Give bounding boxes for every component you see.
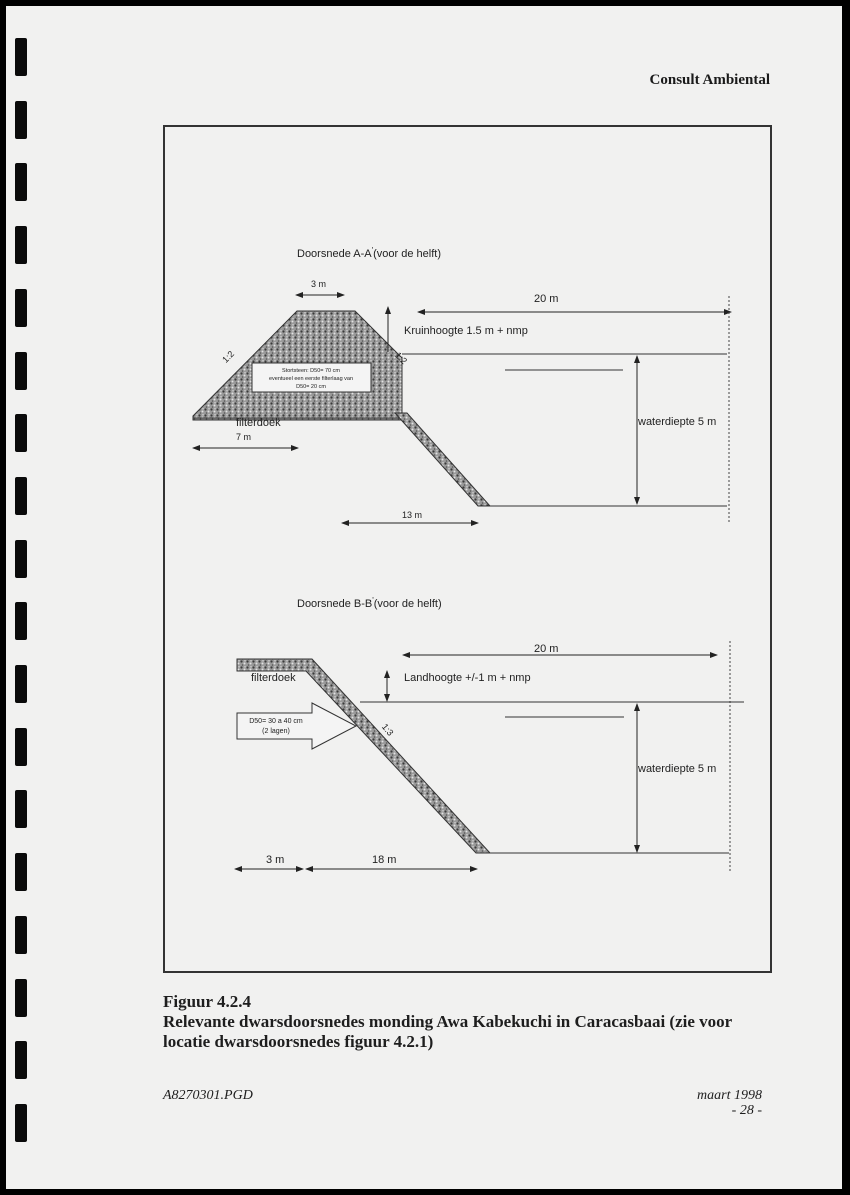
- section-a: [193, 246, 731, 523]
- extent-label-a: 20 m: [534, 293, 559, 305]
- caption-line-2: locatie dwarsdoorsnedes figuur 4.2.1): [163, 1032, 434, 1051]
- caption-line-1: Relevante dwarsdoorsnedes monding Awa Kabekuchi in Caracasbaai (zie voor: [163, 1012, 733, 1031]
- base-left-label-b: 3 m: [266, 854, 285, 866]
- svg-text:Stortsteen: D50= 70 cm: Stortsteen: D50= 70 cm: [282, 368, 340, 374]
- svg-text:D50= 20 cm: D50= 20 cm: [296, 384, 326, 390]
- water-depth-label-a: waterdiepte 5 m: [638, 416, 717, 428]
- footer-doc-code: A8270301.PGD: [163, 1088, 253, 1103]
- land-height-label: Landhoogte +/-1 m + nmp: [404, 672, 531, 684]
- toe-width-label: 13 m: [402, 510, 423, 520]
- svg-text:(2 lagen): (2 lagen): [262, 728, 290, 735]
- rock-arrow: [237, 703, 356, 749]
- water-depth-label-b: waterdiepte 5 m: [638, 763, 717, 775]
- slope-left-label: 1:2: [220, 348, 237, 365]
- header-brand: Consult Ambiental: [649, 72, 770, 88]
- slope-revetment-b: [237, 659, 490, 853]
- footer-date: maart 1998: [697, 1088, 762, 1103]
- base-left-label-a: 7 m: [236, 432, 252, 442]
- filterdoek-label-b: filterdoek: [251, 672, 296, 684]
- footer-date-page: [697, 1088, 762, 1118]
- figure-caption: [163, 992, 783, 1052]
- svg-text:D50= 30 a 40 cm: D50= 30 a 40 cm: [249, 718, 303, 725]
- footer-page-number: - 28 -: [731, 1103, 762, 1118]
- section-b-title: Doorsnede B-B'(voor de helft): [297, 596, 442, 610]
- section-a-title: Doorsnede A-A'(voor de helft): [297, 246, 442, 260]
- base-right-label-b: 18 m: [372, 854, 397, 866]
- crest-height-label: Kruinhoogte 1.5 m + nmp: [404, 325, 528, 337]
- slope-revetment-a: [395, 413, 490, 506]
- svg-text:eventueel een eerste filterlaa: eventueel een eerste filterlaag van: [268, 376, 354, 382]
- figure-number: Figuur 4.2.4: [163, 992, 252, 1011]
- slope-label-b: 1:3: [379, 721, 396, 738]
- extent-label-b: 20 m: [534, 643, 559, 655]
- slope-right-label: 1:2: [393, 350, 410, 367]
- filterdoek-label-a: filterdoek: [236, 417, 281, 429]
- crest-width-label: 3 m: [311, 279, 327, 289]
- section-b: [235, 596, 744, 872]
